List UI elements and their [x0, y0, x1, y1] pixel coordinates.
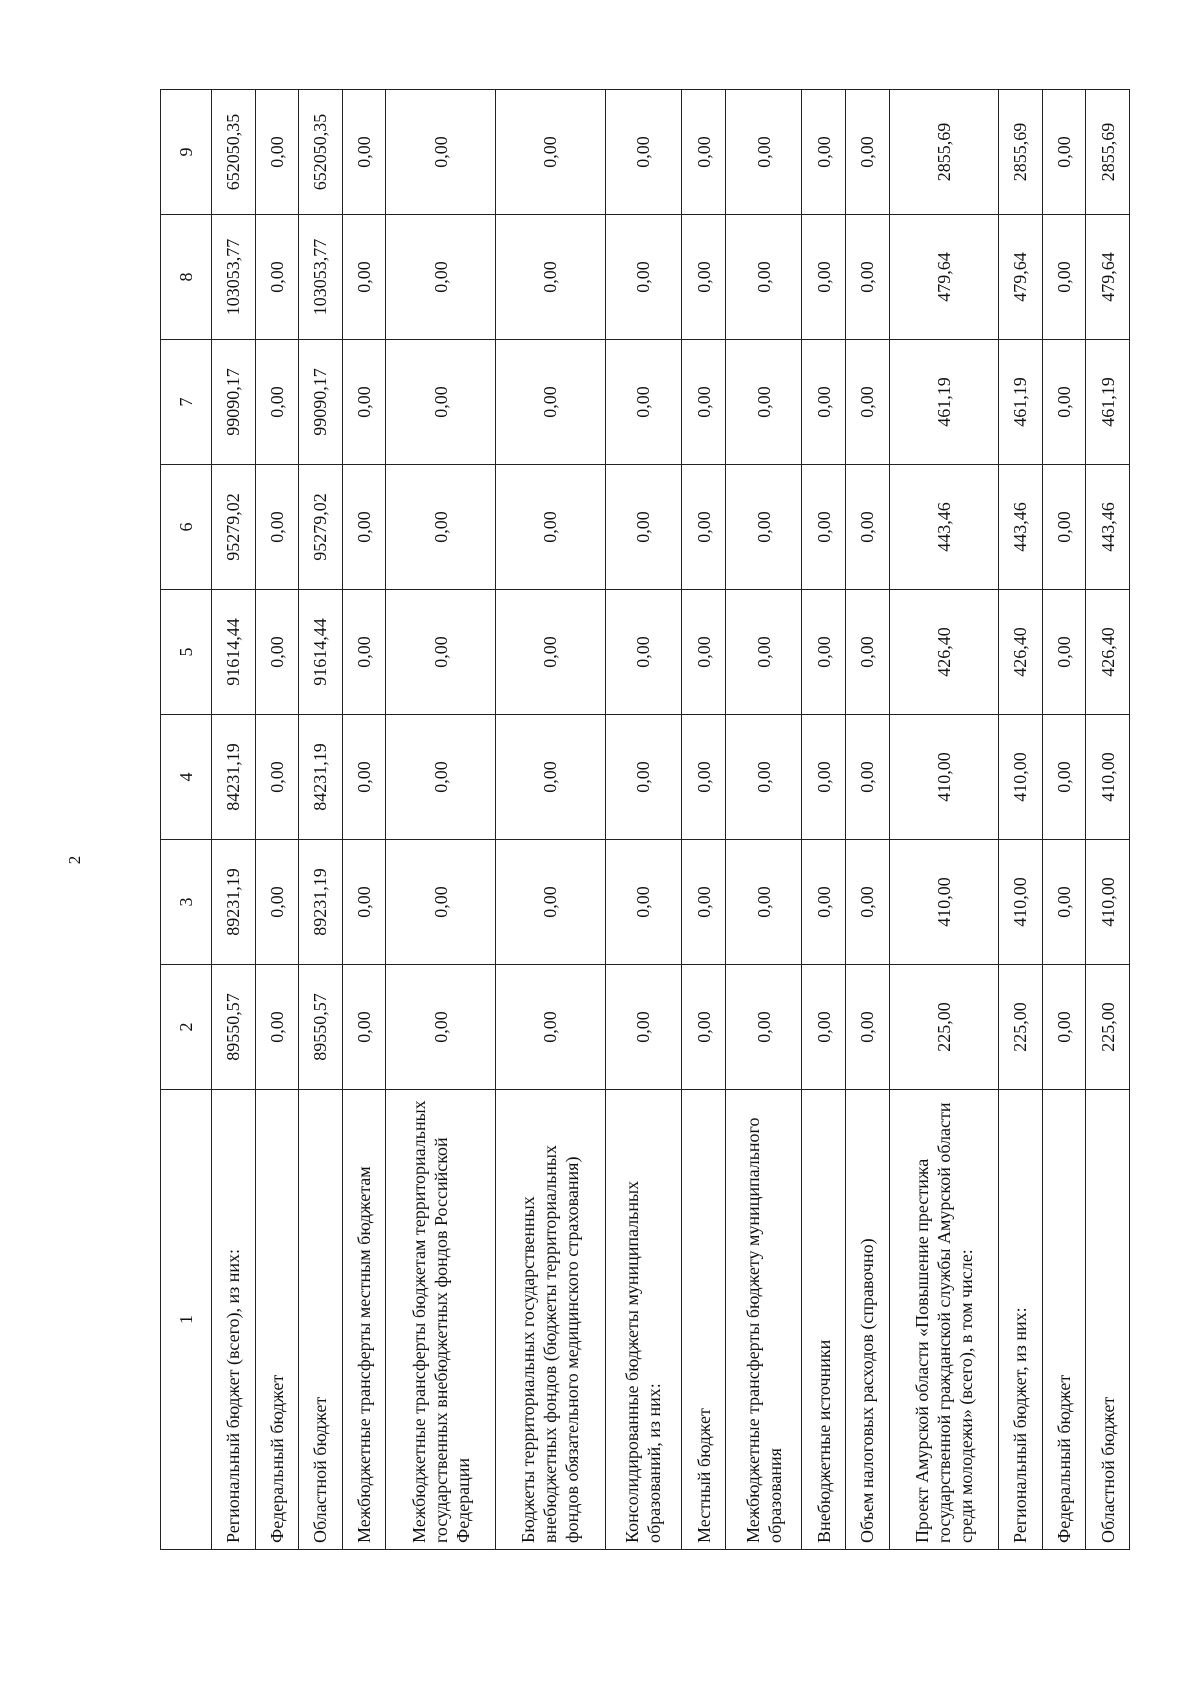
table-row: [1086, 90, 1130, 1550]
value-cell: 0,00: [802, 215, 846, 340]
row-label: Межбюджетные трансферты бюджетам территориальных государственных внебюджетных фондов Российской Федерации: [386, 1090, 496, 1550]
value-cell: 0,00: [1042, 715, 1086, 840]
value-cell: 99090,17: [212, 340, 256, 465]
value-cell: 0,00: [605, 215, 682, 340]
value-cell: 0,00: [1042, 590, 1086, 715]
value-cell: 0,00: [725, 715, 802, 840]
value-cell: 0,00: [342, 590, 386, 715]
value-cell: 0,00: [725, 840, 802, 965]
table-body: [212, 90, 1130, 1550]
table-row: [495, 90, 605, 1550]
value-cell: 0,00: [682, 465, 726, 590]
table-row: [386, 90, 496, 1550]
value-cell: 410,00: [999, 840, 1043, 965]
value-cell: 0,00: [802, 965, 846, 1090]
value-cell: 0,00: [386, 465, 496, 590]
header-cell: 9: [161, 90, 212, 215]
value-cell: 0,00: [495, 90, 605, 215]
value-cell: 0,00: [725, 340, 802, 465]
value-cell: 0,00: [845, 965, 889, 1090]
value-cell: 0,00: [802, 90, 846, 215]
table-row: [682, 90, 726, 1550]
value-cell: 0,00: [342, 340, 386, 465]
value-cell: 443,46: [889, 465, 999, 590]
table-row: [299, 90, 343, 1550]
value-cell: 89231,19: [299, 840, 343, 965]
row-label: Федеральный бюджет: [255, 1090, 299, 1550]
value-cell: 0,00: [342, 465, 386, 590]
row-label: Областной бюджет: [299, 1090, 343, 1550]
row-label: Внебюджетные источники: [802, 1090, 846, 1550]
row-label: Проект Амурской области «Повышение престижа государственной гражданской службы Амурской области среди молодежи» (всего), в том числе:: [889, 1090, 999, 1550]
value-cell: 0,00: [255, 340, 299, 465]
row-label: Объем налоговых расходов (справочно): [845, 1090, 889, 1550]
value-cell: 0,00: [495, 215, 605, 340]
value-cell: 0,00: [495, 715, 605, 840]
rotated-table-wrapper: [160, 90, 1130, 1550]
value-cell: 84231,19: [212, 715, 256, 840]
table-row: [255, 90, 299, 1550]
header-cell: 6: [161, 465, 212, 590]
row-label: Региональный бюджет (всего), из них:: [212, 1090, 256, 1550]
row-label: Региональный бюджет, из них:: [999, 1090, 1043, 1550]
header-cell: 2: [161, 965, 212, 1090]
value-cell: 0,00: [845, 715, 889, 840]
value-cell: 479,64: [999, 215, 1043, 340]
value-cell: 225,00: [999, 965, 1043, 1090]
header-cell: 7: [161, 340, 212, 465]
value-cell: 426,40: [1086, 590, 1130, 715]
value-cell: 0,00: [605, 340, 682, 465]
value-cell: 0,00: [682, 90, 726, 215]
value-cell: 461,19: [999, 340, 1043, 465]
row-label: Межбюджетные трансферты местным бюджетам: [342, 1090, 386, 1550]
table-row: [725, 90, 802, 1550]
value-cell: 0,00: [682, 215, 726, 340]
value-cell: 91614,44: [299, 590, 343, 715]
value-cell: 0,00: [682, 715, 726, 840]
value-cell: 89231,19: [212, 840, 256, 965]
value-cell: 84231,19: [299, 715, 343, 840]
value-cell: 0,00: [845, 215, 889, 340]
value-cell: 0,00: [605, 90, 682, 215]
value-cell: 0,00: [342, 965, 386, 1090]
value-cell: 0,00: [605, 715, 682, 840]
value-cell: 0,00: [495, 840, 605, 965]
header-row: [161, 90, 212, 1550]
value-cell: 0,00: [845, 465, 889, 590]
table-row: [889, 90, 999, 1550]
value-cell: 0,00: [386, 590, 496, 715]
header-cell: 1: [161, 1090, 212, 1550]
value-cell: 0,00: [255, 590, 299, 715]
page-number: 2: [65, 855, 84, 865]
value-cell: 479,64: [1086, 215, 1130, 340]
value-cell: 95279,02: [212, 465, 256, 590]
value-cell: 0,00: [255, 715, 299, 840]
value-cell: 89550,57: [299, 965, 343, 1090]
value-cell: 0,00: [682, 965, 726, 1090]
value-cell: 0,00: [802, 465, 846, 590]
value-cell: 0,00: [386, 215, 496, 340]
value-cell: 2855,69: [889, 90, 999, 215]
value-cell: 0,00: [1042, 215, 1086, 340]
value-cell: 0,00: [725, 465, 802, 590]
value-cell: 0,00: [725, 215, 802, 340]
value-cell: 0,00: [682, 340, 726, 465]
value-cell: 0,00: [255, 840, 299, 965]
value-cell: 0,00: [386, 965, 496, 1090]
header-cell: 5: [161, 590, 212, 715]
value-cell: 89550,57: [212, 965, 256, 1090]
value-cell: 652050,35: [212, 90, 256, 215]
header-cell: 8: [161, 215, 212, 340]
value-cell: 0,00: [605, 590, 682, 715]
value-cell: 0,00: [845, 340, 889, 465]
value-cell: 0,00: [845, 90, 889, 215]
value-cell: 0,00: [342, 90, 386, 215]
value-cell: 0,00: [802, 715, 846, 840]
value-cell: 0,00: [342, 215, 386, 340]
value-cell: 0,00: [386, 840, 496, 965]
value-cell: 0,00: [682, 840, 726, 965]
value-cell: 0,00: [845, 590, 889, 715]
value-cell: 99090,17: [299, 340, 343, 465]
row-label: Федеральный бюджет: [1042, 1090, 1086, 1550]
value-cell: 426,40: [999, 590, 1043, 715]
value-cell: 225,00: [1086, 965, 1130, 1090]
value-cell: 0,00: [802, 840, 846, 965]
row-label: Межбюджетные трансферты бюджету муниципального образования: [725, 1090, 802, 1550]
value-cell: 0,00: [1042, 90, 1086, 215]
value-cell: 0,00: [845, 840, 889, 965]
table-row: [605, 90, 682, 1550]
value-cell: 0,00: [725, 590, 802, 715]
budget-table: [160, 89, 1130, 1550]
value-cell: 2855,69: [999, 90, 1043, 215]
value-cell: 103053,77: [299, 215, 343, 340]
value-cell: 0,00: [802, 340, 846, 465]
header-cell: 3: [161, 840, 212, 965]
value-cell: 426,40: [889, 590, 999, 715]
row-label: Бюджеты территориальных государственных внебюджетных фондов (бюджеты территориальных фондов обязательного медицинского страхования): [495, 1090, 605, 1550]
table-row: [999, 90, 1043, 1550]
value-cell: 0,00: [1042, 840, 1086, 965]
value-cell: 0,00: [386, 90, 496, 215]
value-cell: 652050,35: [299, 90, 343, 215]
value-cell: 0,00: [1042, 465, 1086, 590]
value-cell: 410,00: [1086, 840, 1130, 965]
value-cell: 0,00: [495, 965, 605, 1090]
value-cell: 410,00: [889, 840, 999, 965]
value-cell: 0,00: [386, 340, 496, 465]
value-cell: 410,00: [1086, 715, 1130, 840]
value-cell: 103053,77: [212, 215, 256, 340]
value-cell: 2855,69: [1086, 90, 1130, 215]
value-cell: 0,00: [682, 590, 726, 715]
table-row: [212, 90, 256, 1550]
value-cell: 410,00: [999, 715, 1043, 840]
value-cell: 95279,02: [299, 465, 343, 590]
value-cell: 0,00: [495, 465, 605, 590]
value-cell: 479,64: [889, 215, 999, 340]
row-label: Консолидированные бюджеты муниципальных образований, из них:: [605, 1090, 682, 1550]
value-cell: 0,00: [255, 965, 299, 1090]
value-cell: 461,19: [889, 340, 999, 465]
value-cell: 91614,44: [212, 590, 256, 715]
value-cell: 0,00: [605, 965, 682, 1090]
value-cell: 225,00: [889, 965, 999, 1090]
header-cell: 4: [161, 715, 212, 840]
value-cell: 0,00: [725, 90, 802, 215]
value-cell: 0,00: [802, 590, 846, 715]
value-cell: 0,00: [605, 465, 682, 590]
value-cell: 0,00: [495, 590, 605, 715]
value-cell: 0,00: [495, 340, 605, 465]
value-cell: 0,00: [255, 215, 299, 340]
value-cell: 410,00: [889, 715, 999, 840]
value-cell: 0,00: [725, 965, 802, 1090]
table-row: [1042, 90, 1086, 1550]
row-label: Областной бюджет: [1086, 1090, 1130, 1550]
value-cell: 0,00: [255, 90, 299, 215]
value-cell: 0,00: [605, 840, 682, 965]
value-cell: 0,00: [386, 715, 496, 840]
value-cell: 0,00: [255, 465, 299, 590]
table-row: [802, 90, 846, 1550]
value-cell: 0,00: [342, 840, 386, 965]
value-cell: 443,46: [1086, 465, 1130, 590]
value-cell: 0,00: [342, 715, 386, 840]
row-label: Местный бюджет: [682, 1090, 726, 1550]
value-cell: 0,00: [1042, 340, 1086, 465]
value-cell: 461,19: [1086, 340, 1130, 465]
table-row: [845, 90, 889, 1550]
value-cell: 0,00: [1042, 965, 1086, 1090]
value-cell: 443,46: [999, 465, 1043, 590]
table-row: [342, 90, 386, 1550]
